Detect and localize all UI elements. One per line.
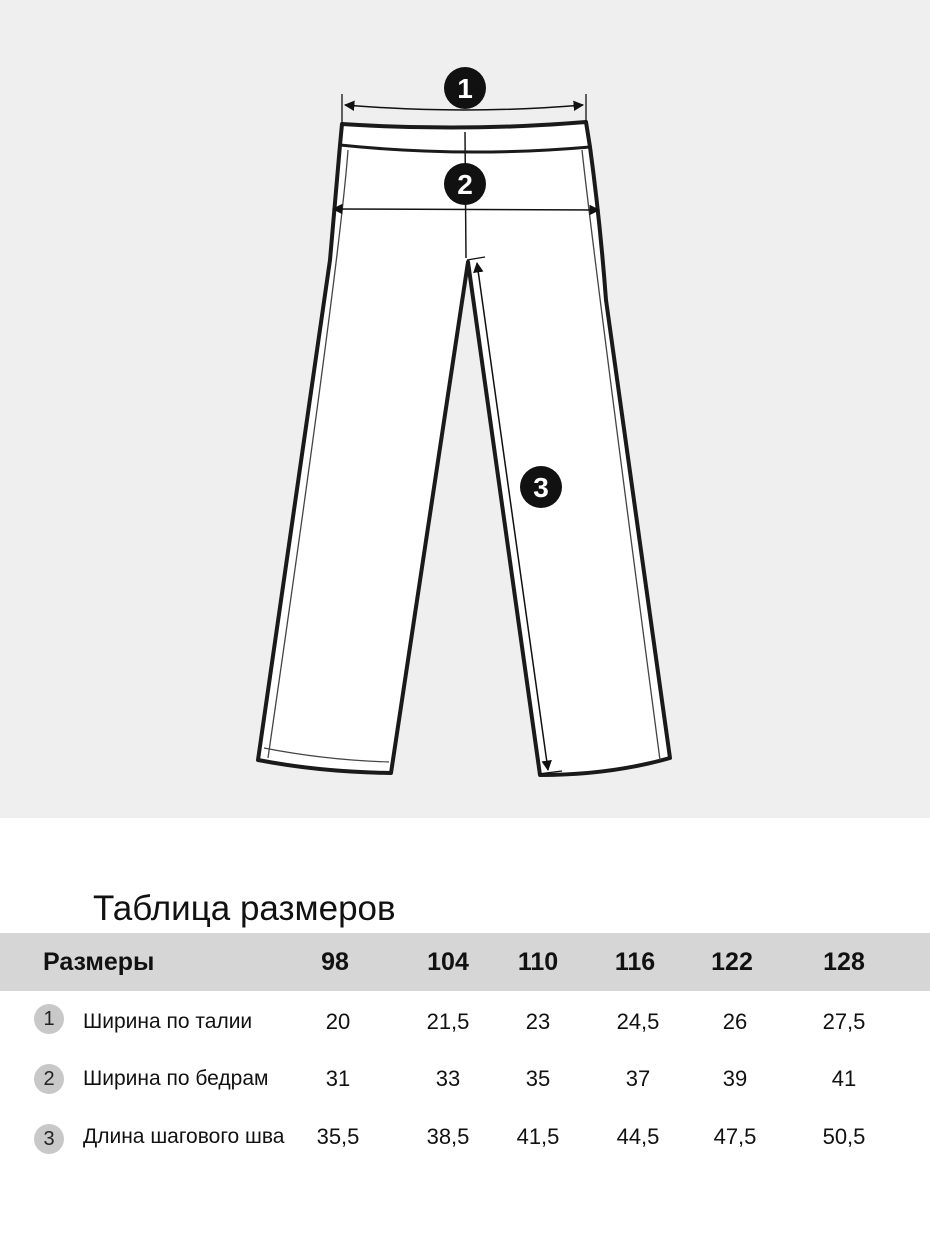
size-header-110: 110 [517,948,559,976]
marker-2-label: 2 [457,169,473,200]
row-2-value: 33 [435,1066,461,1091]
row-3-value: 35,5 [316,1124,360,1149]
marker-2 [444,163,486,205]
row-3-value: 47,5 [713,1124,757,1149]
row-1-value: 26 [722,1009,748,1034]
row-3-badge: 3 [34,1124,64,1154]
row-2-value: 39 [722,1066,748,1091]
pants-outline [258,122,670,775]
size-header-122: 122 [711,948,753,976]
hip-arrow [333,209,599,210]
size-header-98: 98 [321,948,349,976]
row-1-badge: 1 [34,1004,64,1034]
row-1-value: 23 [525,1009,551,1034]
row-2-value: 35 [525,1066,551,1091]
row-1-value: 27,5 [822,1009,866,1034]
row-2-badge: 2 [34,1064,64,1094]
row-1-label: Ширина по талии [83,1010,253,1033]
size-header-104: 104 [427,948,469,976]
row-1-value: 20 [325,1009,351,1034]
row-3-value: 50,5 [822,1124,866,1149]
row-3-label: Длина шагового шва [83,1125,285,1148]
marker-3-label: 3 [533,472,549,503]
row-2-value: 41 [831,1066,857,1091]
marker-1 [444,67,486,109]
row-1-value: 24,5 [616,1009,660,1034]
row-2-label: Ширина по бедрам [83,1067,269,1090]
size-header-128: 128 [823,948,865,976]
sizes-header-label: Размеры [43,948,155,976]
marker-3 [520,466,562,508]
row-1-value: 21,5 [426,1009,470,1034]
row-2-value: 37 [625,1066,651,1091]
size-header-116: 116 [614,948,656,976]
size-table-title: Таблица размеров [93,889,396,928]
row-2-value: 31 [325,1066,351,1091]
marker-1-label: 1 [457,73,473,104]
row-3-value: 44,5 [616,1124,660,1149]
row-3-value: 41,5 [516,1124,560,1149]
row-3-value: 38,5 [426,1124,470,1149]
